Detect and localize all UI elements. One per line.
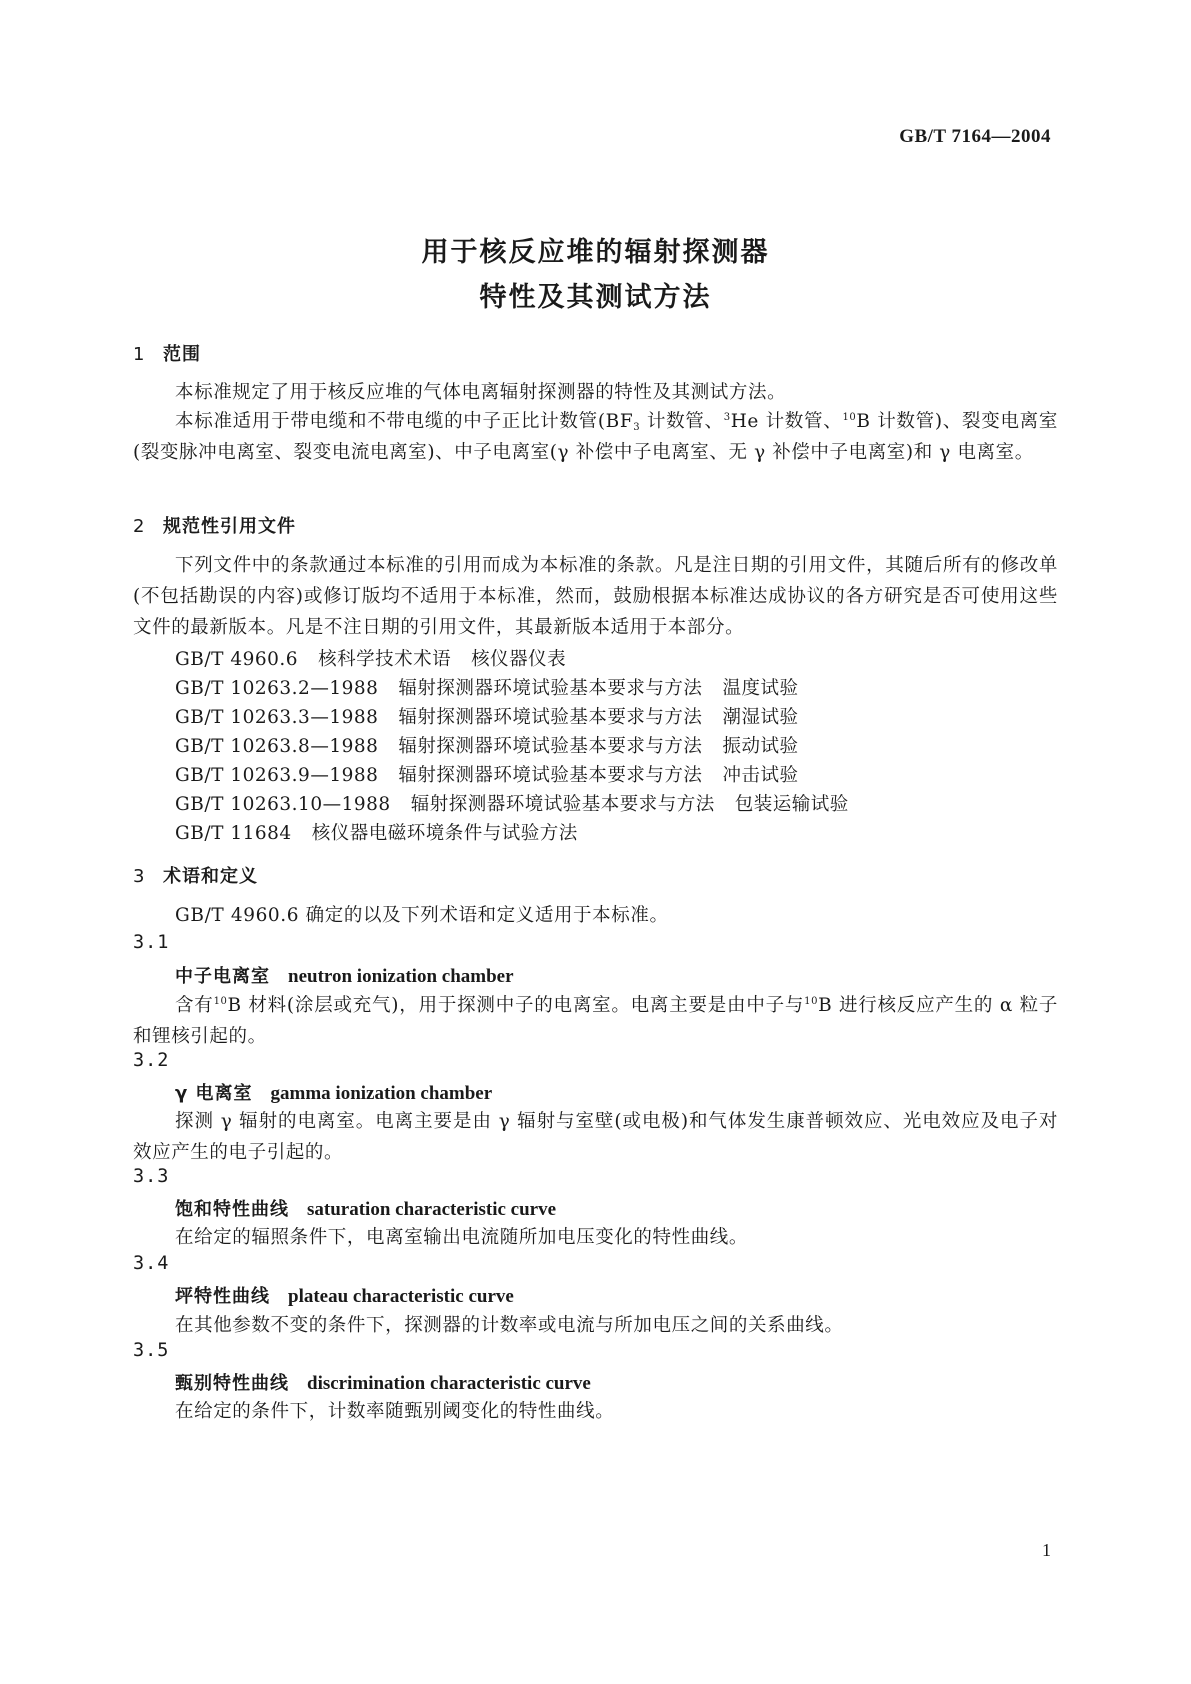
normative-references-paragraph: 下列文件中的条款通过本标准的引用而成为本标准的条款。凡是注日期的引用文件，其随后所有的修改单(不包括勘误的内容)或修订版均不适用于本标准，然而，鼓励根据本标准达成协议的各方研究是否可使用这些文件的最新版本。凡是不注日期的引用文件，其最新版本适用于本部分。 xyxy=(133,555,1058,638)
reference-item: GB/T 10263.3—1988 辐射探测器环境试验基本要求与方法 潮湿试验 xyxy=(175,707,799,728)
clause-number: 3.3 xyxy=(133,1166,170,1187)
term-heading: 甄别特性曲线 discrimination characteristic curve xyxy=(175,1373,591,1394)
term-definition: 在其他参数不变的条件下，探测器的计数率或电流与所加电压之间的关系曲线。 xyxy=(175,1315,844,1336)
term-definition: 含有$^{10}$B 材料(涂层或充气)，用于探测中子的电离室。电离主要是由中子与$^{10}$B 进行核反应产生的 α 粒子和锂核引起的。 xyxy=(133,995,1058,1047)
scope-paragraph-1: 本标准规定了用于核反应堆的气体电离辐射探测器的特性及其测试方法。 xyxy=(175,382,787,403)
clause-number: 3.5 xyxy=(133,1340,170,1361)
section-title: 规范性引用文件 xyxy=(163,516,296,537)
reference-item: GB/T 10263.10—1988 辐射探测器环境试验基本要求与方法 包装运输试验 xyxy=(175,794,849,815)
section-number: 2 xyxy=(133,516,146,537)
reference-item: GB/T 10263.9—1988 辐射探测器环境试验基本要求与方法 冲击试验 xyxy=(175,765,799,786)
reference-item: GB/T 10263.2—1988 辐射探测器环境试验基本要求与方法 温度试验 xyxy=(175,678,799,699)
term-heading: 中子电离室 neutron ionization chamber xyxy=(175,966,514,987)
section-1-heading xyxy=(133,340,201,366)
terms-intro: GB/T 4960.6 确定的以及下列术语和定义适用于本标准。 xyxy=(175,905,669,926)
standard-number: GB/T 7164—2004 xyxy=(899,126,1051,147)
term-definition: 探测 γ 辐射的电离室。电离主要是由 γ 辐射与室壁(或电极)和气体发生康普顿效应、光电效应及电子对效应产生的电子引起的。 xyxy=(133,1111,1058,1163)
page-number: 1 xyxy=(1042,1540,1051,1560)
section-2-heading xyxy=(133,512,296,538)
term-heading: γ 电离室 gamma ionization chamber xyxy=(175,1083,493,1104)
clause-number: 3.1 xyxy=(133,932,170,953)
section-number: 3 xyxy=(133,866,146,887)
section-number: 1 xyxy=(133,344,146,365)
term-heading: 坪特性曲线 plateau characteristic curve xyxy=(175,1286,514,1307)
reference-item: GB/T 10263.8—1988 辐射探测器环境试验基本要求与方法 振动试验 xyxy=(175,736,799,757)
clause-number: 3.2 xyxy=(133,1050,170,1071)
section-title: 范围 xyxy=(163,344,201,365)
reference-item: GB/T 4960.6 核科学技术术语 核仪器仪表 xyxy=(175,649,567,670)
reference-item: GB/T 11684 核仪器电磁环境条件与试验方法 xyxy=(175,823,578,844)
term-heading: 饱和特性曲线 saturation characteristic curve xyxy=(175,1199,557,1220)
title-line-2: 特性及其测试方法 xyxy=(479,282,712,313)
section-title: 术语和定义 xyxy=(163,866,258,887)
term-definition: 在给定的辐照条件下，电离室输出电流随所加电压变化的特性曲线。 xyxy=(175,1227,749,1248)
title-line-1: 用于核反应堆的辐射探测器 xyxy=(421,237,770,268)
clause-number: 3.4 xyxy=(133,1253,170,1274)
section-3-heading xyxy=(133,862,258,888)
term-definition: 在给定的条件下，计数率随甄别阈变化的特性曲线。 xyxy=(175,1401,615,1422)
scope-paragraph-2: 本标准适用于带电缆和不带电缆的中子正比计数管($BF_3$ 计数管、$^3$He 计数管、$^{10}$B 计数管)、裂变电离室(裂变脉冲电离室、裂变电流电离室)、中子电离室(γ 补偿中子电离室、无 γ 补偿中子电离室)和 γ 电离室。 xyxy=(133,411,1058,463)
